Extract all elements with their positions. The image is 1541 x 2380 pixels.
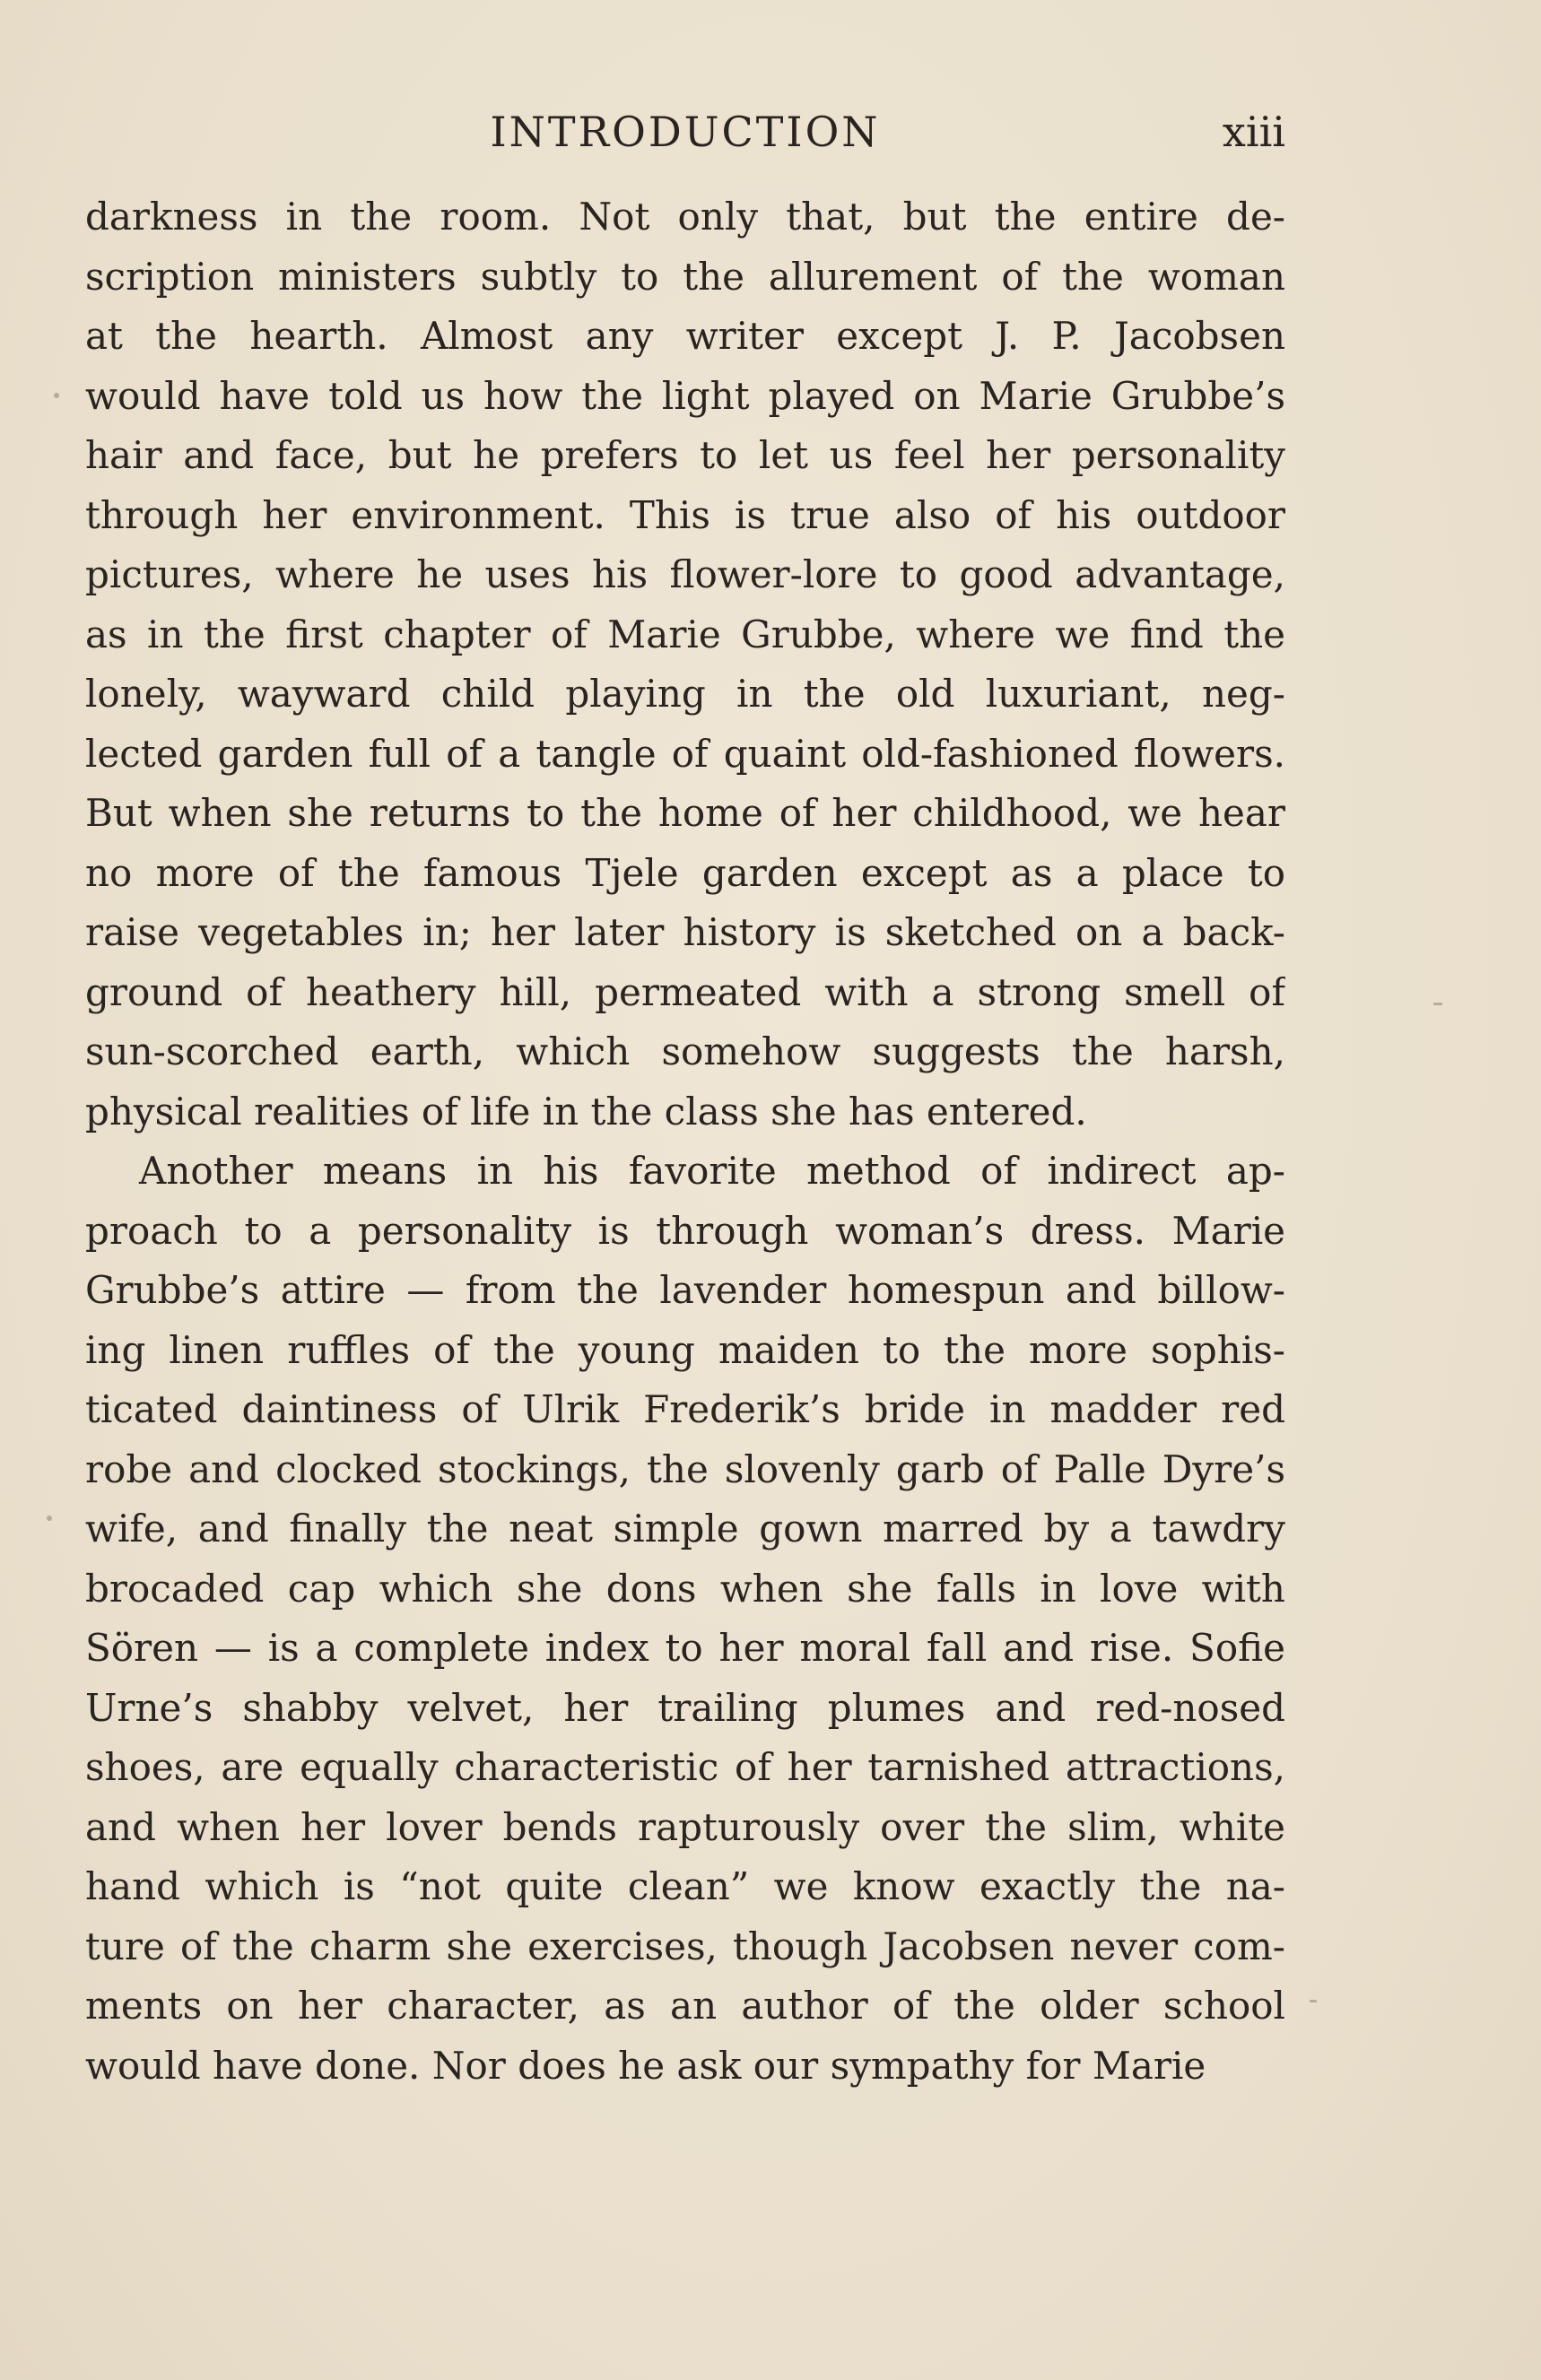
paper-speck [1433,1003,1442,1005]
text-line: at the hearth. Almost any writer except J. P. Jacobsen [85,314,1285,358]
text-line: brocaded cap which she dons when she falls in love with [85,1566,1285,1611]
paper-speck [54,393,59,398]
text-line: scription ministers subtly to the allurement of the woman [85,254,1285,299]
paper-speck [1310,2000,1317,2002]
text-line: robe and clocked stockings, the slovenly garb of Palle Dyre’s [85,1446,1285,1491]
text-line: through her environment. This is true also of his outdoor [85,492,1285,537]
text-line: hand which is “not quite clean” we know exactly the na- [85,1864,1285,1908]
text-line: as in the first chapter of Marie Grubbe, where we find the [85,612,1285,656]
page-number: xiii [1222,108,1285,156]
text-line: ments on her character, as an author of the older school [85,1984,1285,2028]
body-text [85,187,1285,2096]
page-header [85,100,1285,163]
text-line: Urne’s shabby velvet, her trailing plumes and red-nosed [85,1685,1285,1730]
text-line: ground of heathery hill, permeated with a strong smell of [85,969,1285,1014]
text-line: raise vegetables in; her later history is sketched on a back- [85,910,1285,954]
text-line: would have done. Nor does he ask our sympathy for Marie [85,2043,1206,2088]
text-line: ture of the charm she exercises, though Jacobsen never com- [85,1924,1285,1968]
text-line: wife, and finally the neat simple gown marred by a tawdry [85,1507,1285,1550]
text-line: lected garden full of a tangle of quaint old-fashioned flowers. [85,731,1285,776]
text-line: Grubbe’s attire — from the lavender homespun and billow- [85,1268,1285,1312]
text-line: darkness in the room. Not only that, but the entire de- [85,195,1285,239]
running-head: INTRODUCTION [490,108,881,156]
text-line: ticated daintiness of Ulrik Frederik’s bride in madder red [85,1387,1285,1431]
paragraph-start-line: Another means in his favorite method of indirect ap- [139,1149,1285,1193]
text-line: shoes, are equally characteristic of her tarnished attractions, [85,1745,1285,1789]
text-line: hair and face, but he prefers to let us feel her personality [85,433,1285,477]
text-line: ing linen ruffles of the young maiden to the more sophis- [85,1327,1285,1372]
text-line: no more of the famous Tjele garden except as a place to [85,850,1285,895]
text-line: would have told us how the light played on Marie Grubbe’s [85,373,1285,418]
text-line: and when her lover bends rapturously over the slim, white [85,1804,1285,1849]
text-line: proach to a personality is through woman’s dress. Marie [85,1208,1285,1253]
text-line: Sören — is a complete index to her moral fall and rise. Sofie [85,1626,1285,1670]
text-line: But when she returns to the home of her childhood, we hear [85,791,1285,835]
text-line: pictures, where he uses his flower-lore to good advantage, [85,552,1285,596]
paragraph-end-line: physical realities of life in the class she has entered. [85,1089,1087,1134]
text-line: lonely, wayward child playing in the old luxuriant, neg- [85,672,1285,716]
paper-speck [47,1516,52,1521]
text-line: sun-scorched earth, which somehow suggests the harsh, [85,1029,1285,1073]
